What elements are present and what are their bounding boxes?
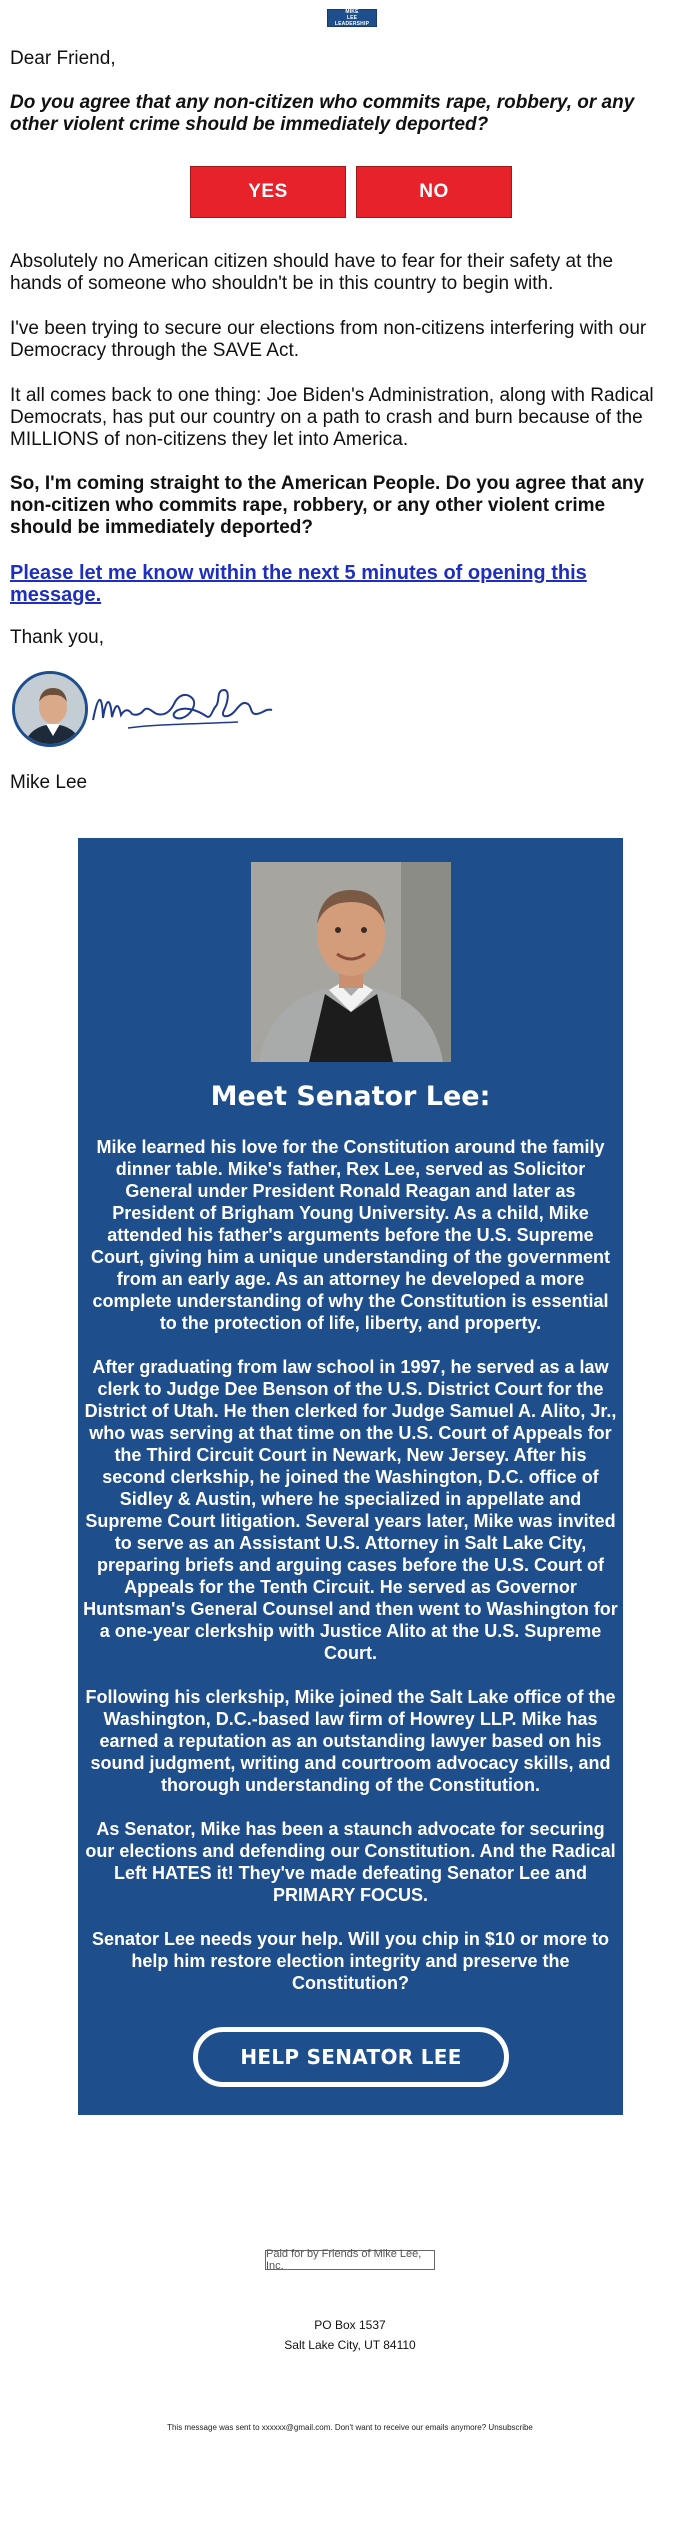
avatar-portrait <box>15 674 88 747</box>
signature-image <box>88 670 284 744</box>
response-link[interactable]: Please let me know within the next 5 minutes of opening this message. <box>10 562 587 606</box>
paid-for-disclaimer: Paid for by Friends of Mike Lee, Inc. <box>265 2250 435 2270</box>
bio-paragraph-3: Following his clerkship, Mike joined the Salt Lake office of the Washington, D.C.-based law firm of Howrey LLP. Mike has earned a reputation as an outstanding lawyer based on his sound judgment, writing and courtroom advocacy skills, and thorough understanding of the Constitution. <box>85 1687 616 1795</box>
address-line-2: Salt Lake City, UT 84110 <box>284 2338 416 2352</box>
body-paragraph-4: So, I'm coming straight to the American People. Do you agree that any non-citizen who commits rape, robbery, or any other violent crime should be immediately deported? <box>10 473 645 538</box>
no-button[interactable]: NO <box>356 166 512 218</box>
closing: Thank you, <box>10 627 104 648</box>
survey-question: Do you agree that any non-citizen who commits rape, robbery, or any other violent crime should be immediately deported? <box>10 92 635 135</box>
bio-paragraph-5: Senator Lee needs your help. Will you chip in $10 or more to help him restore election integrity and preserve the Constitution? <box>92 1929 609 1993</box>
address-line-1: PO Box 1537 <box>314 2318 386 2332</box>
body-paragraph-2: I've been trying to secure our elections from non-citizens interfering with our Democracy through the SAVE Act. <box>10 318 647 361</box>
senator-photo <box>251 862 451 1062</box>
logo-line-3: LEADERSHIP <box>334 21 370 27</box>
yes-button[interactable]: YES <box>190 166 346 218</box>
bio-paragraph-2: After graduating from law school in 1997, he served as a law clerk to Judge Dee Benson of the U.S. District Court for the District of Utah. He then clerked for Judge Samuel A. Alito, Jr., who was serving at that time on the U.S. Court of Appeals for the Third Circuit Court in Newark, New Jersey. After his second clerkship, he joined the Washington, D.C. office of Sidley & Austin, where he specialized in appellate and Supreme Court litigation. Several years later, Mike was invited to serve as an Assistant U.S. Attorney in Salt Lake City, preparing briefs and arguing cases before the U.S. Court of Appeals for the Tenth Circuit. He served as Governor Huntsman's General Counsel and then went to Washington for a one-year clerkship with Justice Alito at the U.S. Supreme Court. <box>83 1357 618 1663</box>
logo-line-2: LEE <box>346 15 358 21</box>
panel-title: Meet Senator Lee: <box>210 1081 491 1112</box>
bio-paragraph-1: Mike learned his love for the Constitution around the family dinner table. Mike's father, Rex Lee, served as Solicitor General under President Ronald Reagan and later as President of Brigham Young University. As a child, Mike attended his father's arguments before the U.S. Supreme Court, giving him a unique understanding of the government from an early age. As an attorney he developed a more complete understanding of why the Constitution is essential to the protection of life, liberty, and property. <box>90 1137 610 1333</box>
bio-panel <box>78 838 623 2115</box>
body-paragraph-1: Absolutely no American citizen should have to fear for their safety at the hands of someone who shouldn't be in this country to begin with. <box>10 251 614 294</box>
logo-line-1: MIKE <box>345 9 359 15</box>
avatar <box>12 671 88 747</box>
body-paragraph-3: It all comes back to one thing: Joe Biden's Administration, along with Radical Democrats, has put our country on a path to crash and burn because of the MILLIONS of non-citizens they let into America. <box>10 385 654 450</box>
help-senator-button[interactable]: HELP SENATOR LEE <box>193 2027 509 2087</box>
bio-paragraph-4: As Senator, Mike has been a staunch advocate for securing our elections and defending our Constitution. And the Radical Left HATES it! They've made defeating Senator Lee and PRIMARY FOCUS. <box>85 1819 616 1905</box>
brand-logo <box>327 9 377 27</box>
greeting: Dear Friend, <box>10 48 116 69</box>
senator-portrait <box>251 862 451 1062</box>
signer-name: Mike Lee <box>10 772 88 793</box>
unsubscribe-notice[interactable]: This message was sent to xxxxxx@gmail.com. Don't want to receive our emails anymore? Unsubscribe <box>167 2423 533 2432</box>
